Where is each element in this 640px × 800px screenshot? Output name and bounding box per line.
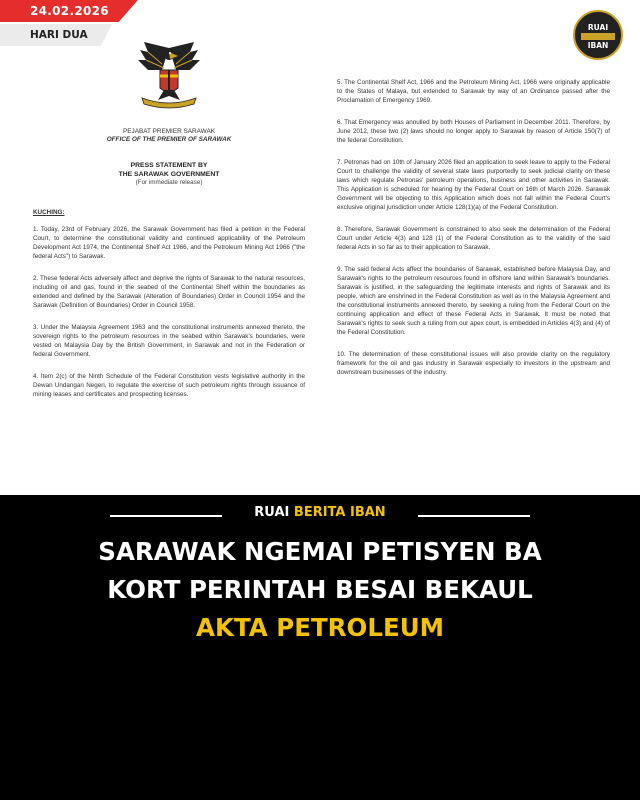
office-title-english: OFFICE OF THE PREMIER OF SARAWAK	[106, 136, 232, 143]
press-statement-title	[33, 162, 305, 179]
paragraph-6: 6. That Emergency was annulled by both Houses of Parliament in December 2011. Therefore, by June 2012, these two (2) laws should no longer apply to Sarawak by reason of Article 150(7) of the federal Constitution.	[337, 119, 610, 144]
headline-line3: AKTA PETROLEUM	[196, 613, 444, 642]
press-title-line2: THE SARAWAK GOVERNMENT	[118, 170, 220, 178]
logo-text-top: RUAI	[587, 23, 609, 32]
paragraph-5: 5. The Continental Shelf Act, 1966 and the Petroleum Mining Act, 1966 were originally applicable to the States of Malaya, but extended to Sarawak by way of an Ordinance passed after the Proclamation of Emergency 1969.	[337, 79, 610, 104]
paragraph-4: 4. Item 2(c) of the Ninth Schedule of the Federal Constitution vests legislative authority in the Dewan Undangan Negeri, to regulate the exercise of such petroleum rights through issuance of mining leases and certificates and prospecting licenses.	[33, 373, 305, 398]
sarawak-crest-icon	[134, 40, 204, 112]
paragraph-8: 8. Therefore, Sarawak Government is constrained to also seek the determination of the Federal Court under Article 4(3) and 128 (1) of the Federal Constitution as to the validity of the said federal Acts in so far as to their application to Sarawak.	[337, 226, 610, 251]
office-title	[33, 128, 305, 144]
paragraph-1: 1. Today, 23rd of February 2026, the Sarawak Government has filed a petition in the Federal Court, to determine the constitutional validity and continued applicability of the Petroleum Development Act 1974, the Continental Shelf Act 1966, and the Petroleum Mining Act 1966 ("the federal Acts") to Sarawak.	[33, 226, 305, 260]
right-column	[337, 78, 610, 390]
document-header	[33, 40, 305, 186]
headline	[0, 533, 640, 647]
date-label: 24.02.2026	[30, 4, 109, 18]
release-note: (For immediate release)	[135, 179, 203, 186]
brand-ruai: RUAI	[254, 505, 290, 520]
dateline: KUCHING:	[33, 209, 65, 216]
paragraph-3: 3. Under the Malaysia Agreement 1963 and the constitutional instruments annexed thereto, the sovereign rights to the petroleum resources in the seabed within Sarawak's boundaries, were vested on Malaysia Day by the British Government, in Sarawak and not in the Federation or federal Government.	[33, 324, 305, 358]
headline-line2: KORT PERINTAH BESAI BEKAUL	[107, 575, 533, 604]
paragraph-9: 9. The said federal Acts affect the boundaries of Sarawak, established before Malaysia Day, and Sarawak's rights to the petroleum resources found in offshore land within Sarawak's boundaries. Sarawak is justified, in the safeguarding the legitimate interests and rights of Sarawak and its people, which are enshrined in the Federal Constitution as well as in the Malaysia Agreement and the constitutional instruments annexed thereto, by seeking a ruling from the Federal Court on the continuing application and effect of these Federal Acts in Sarawak. It must be noted that Sarawak's rights to seek such a ruling from our apex court, is embedded in Articles 4(3) and (4) of the Federal Constitution.	[337, 266, 610, 336]
headline-panel	[0, 495, 640, 800]
ruai-iban-logo	[573, 10, 623, 60]
left-column	[33, 208, 305, 412]
paragraph-10: 10. The determination of these constitutional issues will also provide clarity on the regulatory framework for the oil and gas industry in Sarawak especially to investors in the upstream and downstream businesses of the industry.	[337, 351, 610, 376]
press-title-line1: PRESS STATEMENT BY	[130, 162, 208, 169]
day-label: HARI DUA	[30, 29, 88, 41]
brand-berita-iban: BERITA IBAN	[293, 505, 386, 520]
office-title-malay: PEJABAT PREMIER SARAWAK	[123, 128, 215, 135]
paragraph-2: 2. These federal Acts adversely affect and deprive the rights of Sarawak to the natural resources, including oil and gas, found in the seabed of the Continental Shelf within the boundaries as extended and defined by the Sarawak (Alteration of Boundaries) Order in Council 1954 and the Sarawak (Definition of Boundaries) Order in Council 1958.	[33, 275, 305, 309]
headline-line1: SARAWAK NGEMAI PETISYEN BA	[98, 537, 542, 566]
logo-band	[581, 33, 615, 40]
paragraph-7: 7. Petronas had on 10th of January 2026 filed an application to seek leave to apply to the Federal Court to challenge the validity of several state laws purportedly to seek judicial clarity on these laws which regulate Petronas' petroleum operations, business and other activities in Sarawak. This Application is scheduled for hearing by the Federal Court on 16th of March 2026. Sarawak Government will be objecting to this Application which does not fall within the Federal Court's exclusive original jurisdiction under Article 128(1)(a) of the Federal Constitution.	[337, 159, 610, 211]
logo-text-bottom: IBAN	[587, 41, 609, 50]
brand-label	[0, 505, 640, 520]
